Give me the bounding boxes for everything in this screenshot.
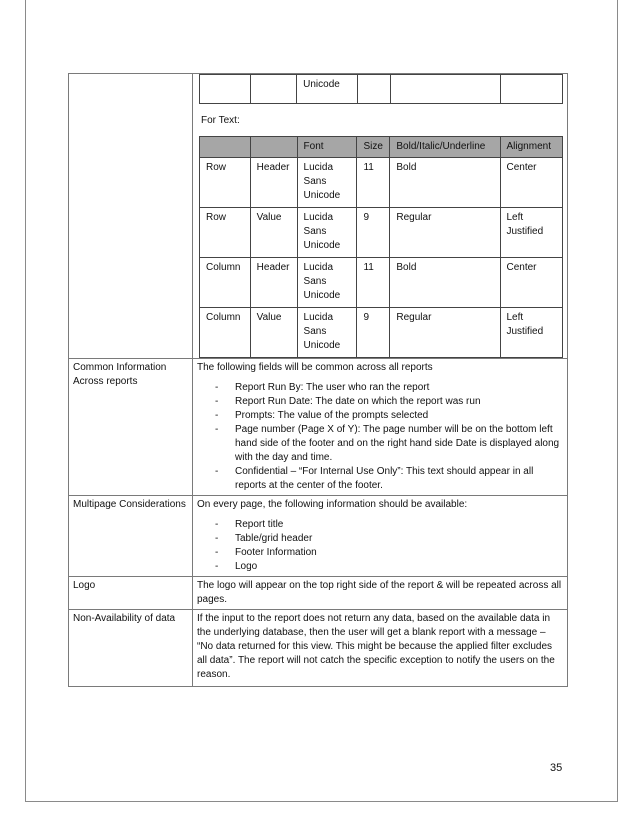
list-item: - Footer Information [215,546,563,560]
logo-row [69,577,568,610]
common-info-row [69,359,568,496]
table-cell: Lucida Sans Unicode [297,158,357,208]
text-format-table [199,136,563,358]
row-label: Non-Availability of data [69,610,193,687]
formatting-row [69,74,568,359]
text-caption: For Text: [201,115,240,126]
bullet-list [197,381,563,493]
table-cell [390,75,500,104]
table-cell: Bold [390,258,500,308]
table-cell: Value [250,208,297,258]
table-row [200,158,563,208]
row-content [193,359,568,496]
table-cell: 11 [357,258,390,308]
table-cell: Column [200,308,251,358]
table-cell: Row [200,158,251,208]
table-cell: Center [500,158,563,208]
spec-table [68,73,568,687]
table-cell: Header [250,158,297,208]
table-cell: 11 [357,158,390,208]
column-header [200,137,251,158]
column-header: Size [357,137,390,158]
table-cell [250,75,297,104]
list-item: - Confidential – “For Internal Use Only”: This text should appear in all reports at the center of the footer. [215,465,563,493]
table-cell: Bold [390,158,500,208]
table-cell: Value [250,308,297,358]
table-cell [357,75,390,104]
list-item: - Report Run By: The user who ran the report [215,381,563,395]
multipage-row [69,496,568,577]
table-cell: Lucida Sans Unicode [297,208,357,258]
list-item: - Prompts: The value of the prompts selected [215,409,563,423]
row-label: Logo [69,577,193,610]
list-item: - Logo [215,560,563,574]
row-intro: The following fields will be common across all reports [197,362,433,373]
list-item: - Table/grid header [215,532,563,546]
no-data-row [69,610,568,687]
table-row [200,75,563,104]
table-cell: Regular [390,308,500,358]
list-item: - Report Run Date: The date on which the report was run [215,395,563,409]
column-header [250,137,297,158]
unicode-table [199,74,563,104]
row-intro: On every page, the following information should be available: [197,499,468,510]
table-cell: Regular [390,208,500,258]
row-content: If the input to the report does not return any data, based on the available data in the underlying database, then the user will get a blank report with a message – “No data returned for this view. This might be because the applied filter excludes all data”. The report will not catch the specific exception to notify the users on the reason. [193,610,568,687]
table-cell: Left Justified [500,308,563,358]
table-cell: Unicode [297,75,358,104]
formatting-content-cell [193,74,568,359]
row-content: The logo will appear on the top right side of the report & will be repeated across all pages. [193,577,568,610]
list-item: - Page number (Page X of Y): The page number will be on the bottom left hand side of the footer and on the right hand side Date is displayed along with the day and time. [215,423,563,465]
row-content [193,496,568,577]
column-header: Bold/Italic/Underline [390,137,500,158]
table-cell: Header [250,258,297,308]
table-cell: 9 [357,308,390,358]
table-row [200,308,563,358]
table-cell: Column [200,258,251,308]
table-cell: Lucida Sans Unicode [297,308,357,358]
table-cell: Center [500,258,563,308]
page-number: 35 [550,762,563,774]
table-row [200,258,563,308]
table-cell: Row [200,208,251,258]
table-cell: Left Justified [500,208,563,258]
table-cell: Lucida Sans Unicode [297,258,357,308]
formatting-label-cell [69,74,193,359]
list-item: - Report title [215,518,563,532]
column-header: Alignment [500,137,563,158]
bullet-list [197,518,563,574]
table-cell [500,75,562,104]
row-label: Multipage Considerations [69,496,193,577]
table-header-row [200,137,563,158]
table-cell: 9 [357,208,390,258]
table-cell [200,75,251,104]
row-label: Common Information Across reports [69,359,193,496]
table-row [200,208,563,258]
column-header: Font [297,137,357,158]
